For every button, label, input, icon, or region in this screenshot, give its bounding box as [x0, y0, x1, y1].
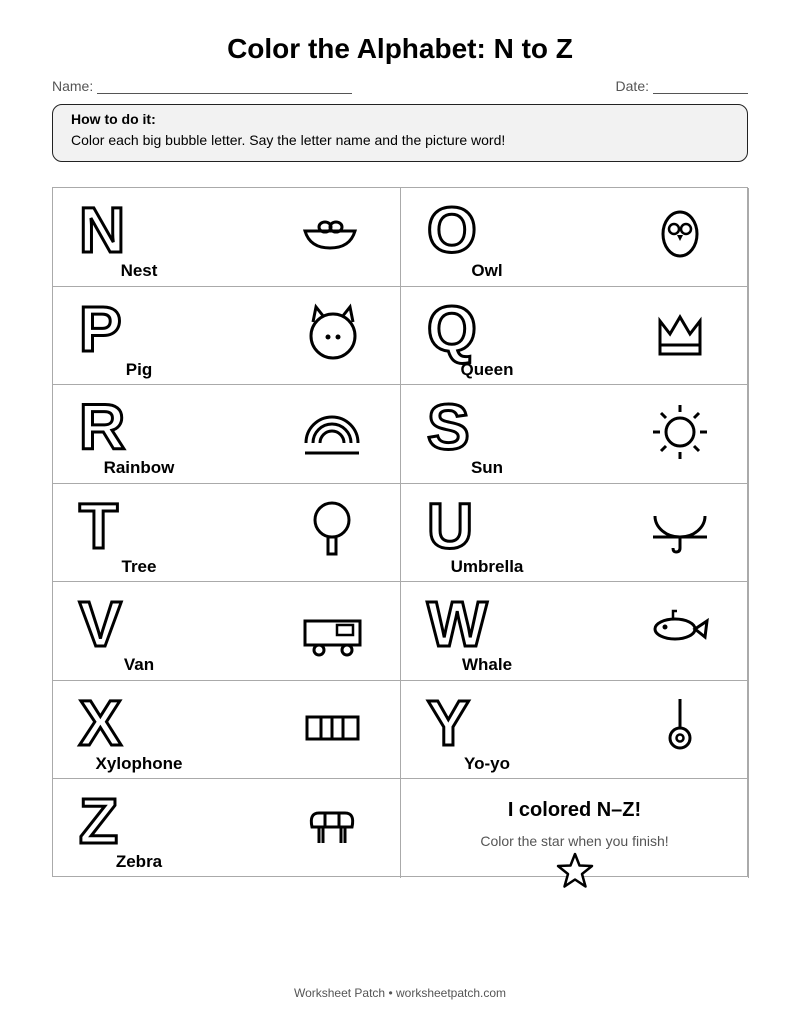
bubble-letter[interactable]: N [79, 194, 126, 266]
letter-cell-z[interactable] [53, 779, 401, 878]
bubble-letter[interactable]: Q [427, 293, 477, 365]
instructions-heading: How to do it: [71, 111, 156, 127]
picture-word: Queen [460, 360, 514, 379]
picture-word: Yo-yo [464, 754, 510, 773]
letter-cell-o[interactable] [401, 188, 749, 287]
instructions-box [52, 104, 748, 162]
bubble-letter[interactable]: O [427, 194, 477, 266]
yoyo-icon [645, 693, 715, 763]
bubble-letter[interactable]: W [427, 588, 488, 660]
letter-cell-x[interactable] [53, 681, 401, 779]
date-label: Date: [615, 78, 649, 94]
tree-icon [297, 496, 367, 566]
crown-icon [645, 299, 715, 369]
picture-word: Sun [470, 458, 504, 477]
footer: Worksheet Patch • worksheetpatch.com [293, 986, 507, 1000]
letter-cell-t[interactable] [53, 484, 401, 582]
picture-word: Whale [461, 655, 513, 674]
page-title: Color the Alphabet: N to Z [227, 33, 573, 64]
letter-cell-v[interactable] [53, 582, 401, 681]
nest-icon [295, 200, 365, 270]
completion-cell [401, 779, 749, 878]
completion-title: I colored N–Z! [507, 799, 642, 821]
instructions-text: Color each big bubble letter. Say the letter name and the picture word! [71, 132, 506, 148]
bubble-letter[interactable]: T [79, 490, 119, 562]
bubble-letter[interactable]: P [79, 293, 122, 365]
whale-icon [645, 594, 715, 664]
picture-word: Van [123, 655, 155, 674]
umbrella-icon [645, 496, 715, 566]
name-field[interactable] [52, 78, 352, 94]
picture-word: Owl [471, 261, 503, 280]
letter-cell-w[interactable] [401, 582, 749, 681]
date-blank[interactable] [653, 79, 748, 94]
letter-cell-s[interactable] [401, 385, 749, 484]
picture-word: Pig [125, 360, 153, 379]
date-field[interactable] [616, 78, 748, 94]
letter-cell-q[interactable] [401, 287, 749, 385]
bubble-letter[interactable]: S [427, 391, 470, 463]
bubble-letter[interactable]: Y [427, 687, 470, 759]
star-icon[interactable] [555, 851, 595, 891]
letter-cell-r[interactable] [53, 385, 401, 484]
picture-word: Umbrella [450, 557, 524, 576]
bubble-letter[interactable]: U [427, 490, 474, 562]
letter-cell-y[interactable] [401, 681, 749, 779]
pig-icon [298, 299, 368, 369]
picture-word: Tree [121, 557, 157, 576]
name-label: Name: [52, 78, 94, 94]
owl-icon [645, 200, 715, 270]
bubble-letter[interactable]: Z [79, 785, 119, 857]
picture-word: Rainbow [103, 458, 175, 477]
bubble-letter[interactable]: R [79, 391, 126, 463]
name-date-line [52, 78, 748, 96]
picture-word: Nest [120, 261, 158, 280]
letter-cell-p[interactable] [53, 287, 401, 385]
name-blank[interactable] [97, 79, 352, 94]
rainbow-icon [297, 397, 367, 467]
zebra-icon [297, 791, 367, 861]
van-icon [297, 594, 367, 664]
picture-word: Zebra [115, 852, 163, 871]
sun-icon [645, 397, 715, 467]
picture-word: Xylophone [95, 754, 183, 773]
alphabet-grid [52, 187, 748, 877]
xylophone-icon [297, 693, 367, 763]
completion-subtitle: Color the star when you finish! [480, 833, 669, 849]
bubble-letter[interactable]: X [79, 687, 122, 759]
letter-cell-n[interactable] [53, 188, 401, 287]
bubble-letter[interactable]: V [79, 588, 122, 660]
letter-cell-u[interactable] [401, 484, 749, 582]
